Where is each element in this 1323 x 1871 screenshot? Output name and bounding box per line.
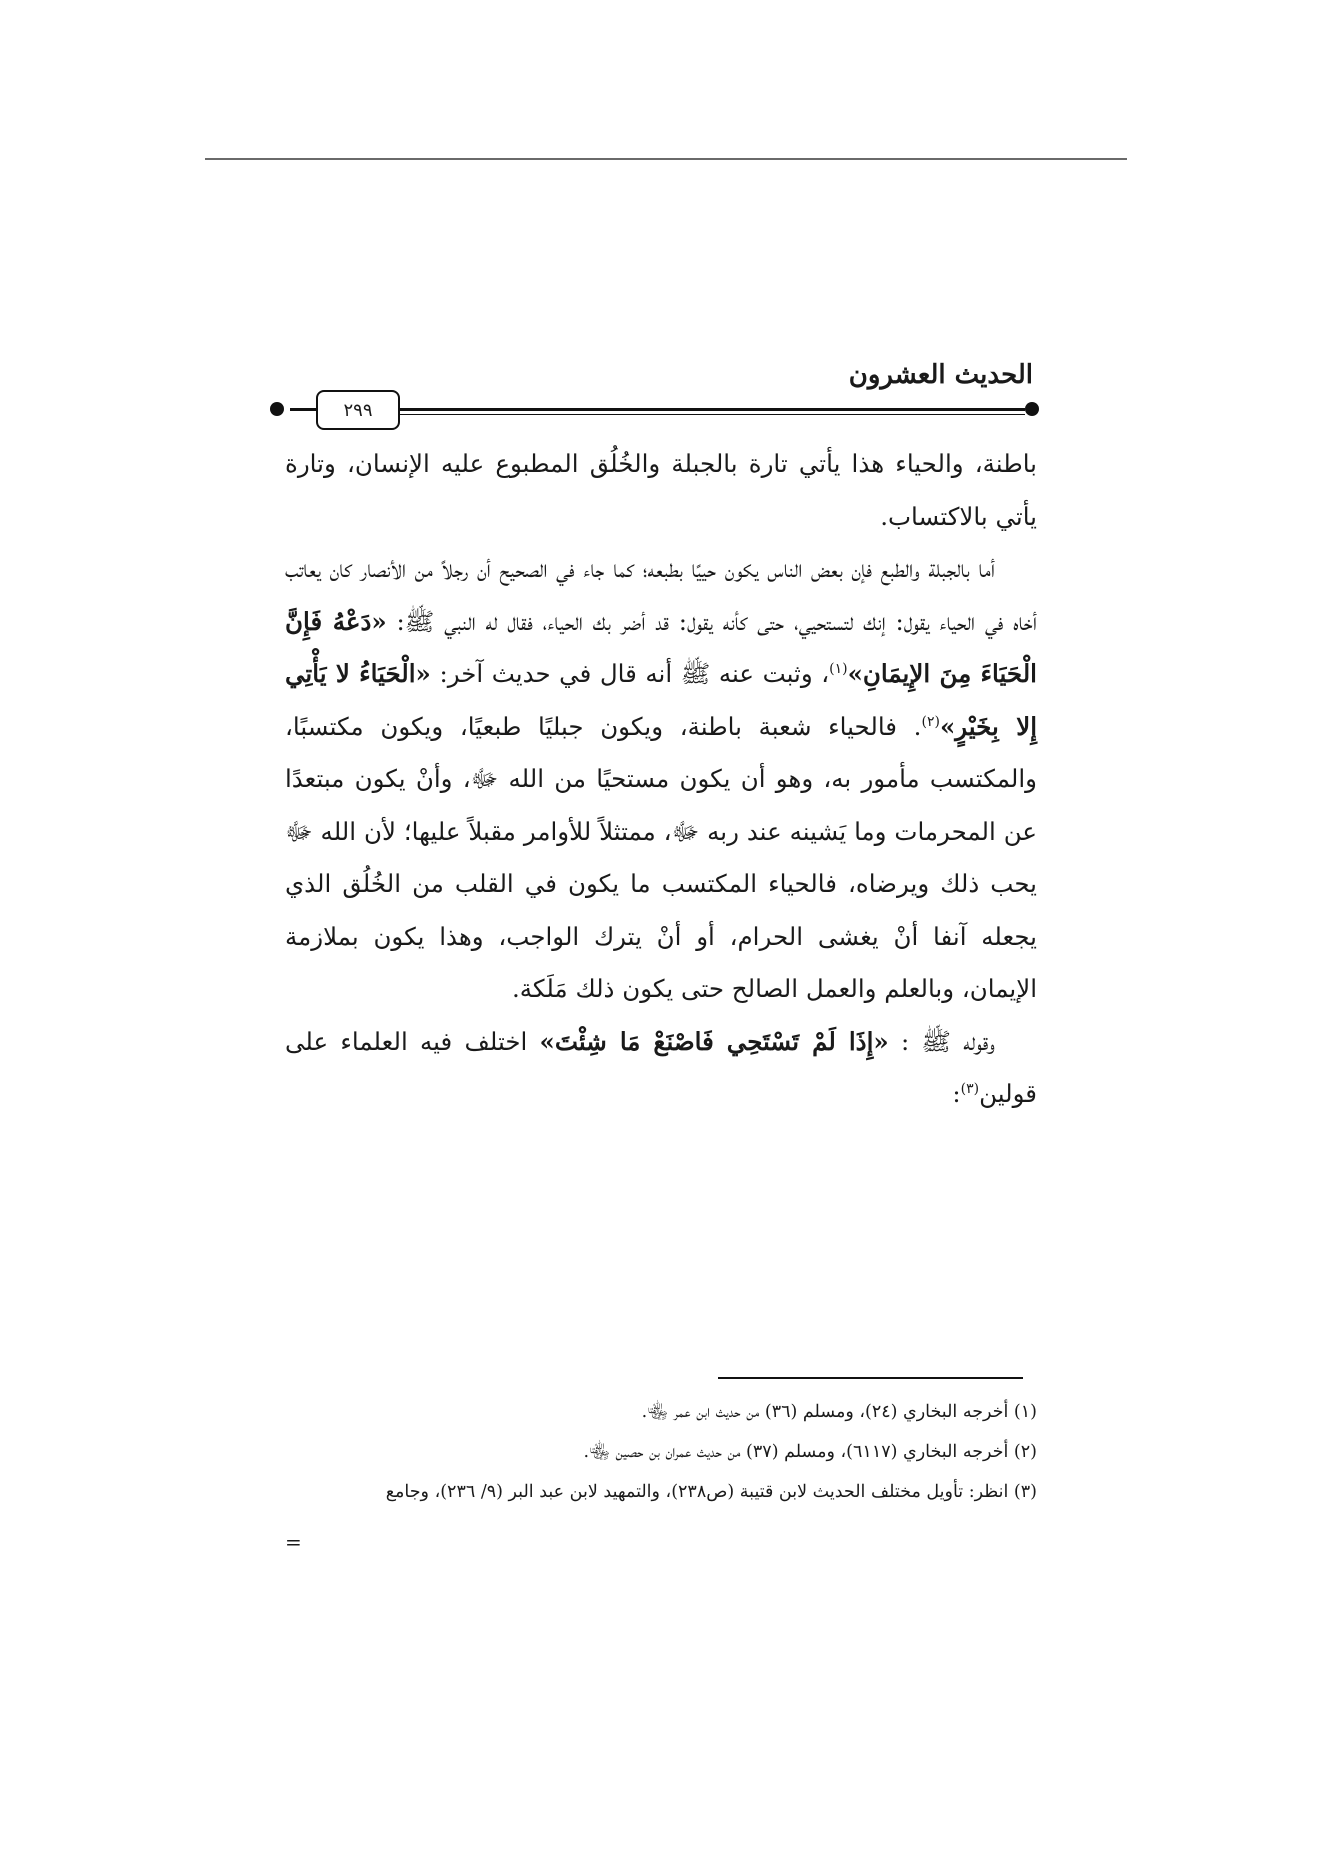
paragraph-1-line-1: باطنة، والحياء هذا يأتي تارة بالجبلة والخُلُق المطبوع عليه الإنسان، — [346, 449, 1037, 478]
paragraph-2-text-c: . فالحياء شعبة باطنة، ويكون جبليًا طبعيًا، ويكون مكتسبًا، والمكتسب مأمور به، وهو أن يكون مستحيًا من الله ﷻ، وأنْ يكون مبتعدًا عن المحرمات وما يَشينه عند ربه ﷻ، ممتثلاً للأوامر مقبلاً عليها؛ لأن الله ﷻ يحب ذلك ويرضاه، فالحياء المكتسب ما يكون في القلب من الخُلُق الذي يجعله آنفا أنْ يغشى الحرام، أو أنْ يترك الواجب، وهذا يكون بملازمة الإيمان، وبالعلم والعمل الصالح حتى يكون ذلك مَلَكة. — [285, 711, 1037, 1003]
page-number: ٢٩٩ — [316, 390, 400, 430]
hadith-quote-3: «إِذَا لَمْ تَسْتَحِي فَاصْنَعْ مَا شِئْتَ» — [539, 1026, 889, 1056]
paragraph-3-end: : — [952, 1079, 961, 1108]
footnote-separator — [718, 1377, 1023, 1379]
header-ornament-dot-left — [270, 402, 284, 416]
chapter-title: الحديث العشرون — [848, 360, 1033, 390]
footnote-ref-2[interactable]: (٢) — [921, 713, 940, 730]
footnote-1: (١) أخرجه البخاري (٢٤)، ومسلم (٣٦) من حديث ابن عمر ﵄. — [641, 1402, 1037, 1422]
paragraph-3-text-a: وقوله ﷺ : — [900, 1026, 995, 1056]
footnote-3: (٣) انظر: تأويل مختلف الحديث لابن قتيبة (ص٢٣٨)، والتمهيد لابن عبد البر (٩/ ٢٣٦)، وجامع — [385, 1482, 1037, 1502]
paragraph-3 — [285, 1016, 1037, 1121]
hadith-quote-1: «دَعْهُ فَإِنَّ الْحَيَاءَ مِنَ الإِيمَانِ» — [285, 606, 1037, 688]
main-text — [285, 438, 1037, 1121]
footnote-ref-3[interactable]: (٣) — [960, 1080, 980, 1097]
paragraph-2-text-b: ، وثبت عنه ﷺ أنه قال في حديث آخر: — [439, 659, 830, 688]
header-rule-thin — [398, 414, 1025, 415]
footnotes — [285, 1392, 1037, 1512]
paragraph-2-text-a: أما بالجبلة والطبع فإن بعض الناس يكون حييًا بطبعه؛ كما جاء في الصحيح أن رجلاً من الأنصار كان يعاتب أخاه في الحياء يقول: إنك لتستحيي، حتى كأنه يقول: قد أضر بك الحياء، فقال له النبي ﷺ: — [285, 554, 1037, 636]
footnote-ref-1[interactable]: (١) — [829, 660, 848, 677]
paragraph-1 — [285, 438, 1037, 543]
paragraph-1-line-2: وتارة يأتي بالاكتساب. — [285, 449, 1037, 531]
header-ornament-dot-right — [1025, 402, 1039, 416]
header-rule-thick — [398, 408, 1025, 411]
paragraph-3-text-b: اختلف فيه العلماء على قولين — [285, 1026, 1037, 1108]
footnote-continuation-mark: = — [285, 1530, 302, 1554]
top-border-rule — [205, 158, 1127, 160]
running-header — [278, 360, 1033, 420]
footnote-2: (٢) أخرجه البخاري (٦١١٧)، ومسلم (٣٧) من حديث عمران بن حصين ﵄. — [583, 1442, 1037, 1462]
paragraph-2 — [285, 543, 1037, 1016]
hadith-quote-2: «الْحَيَاءُ لا يَأْتِي إِلا بِخَيْرٍ» — [285, 659, 1037, 741]
